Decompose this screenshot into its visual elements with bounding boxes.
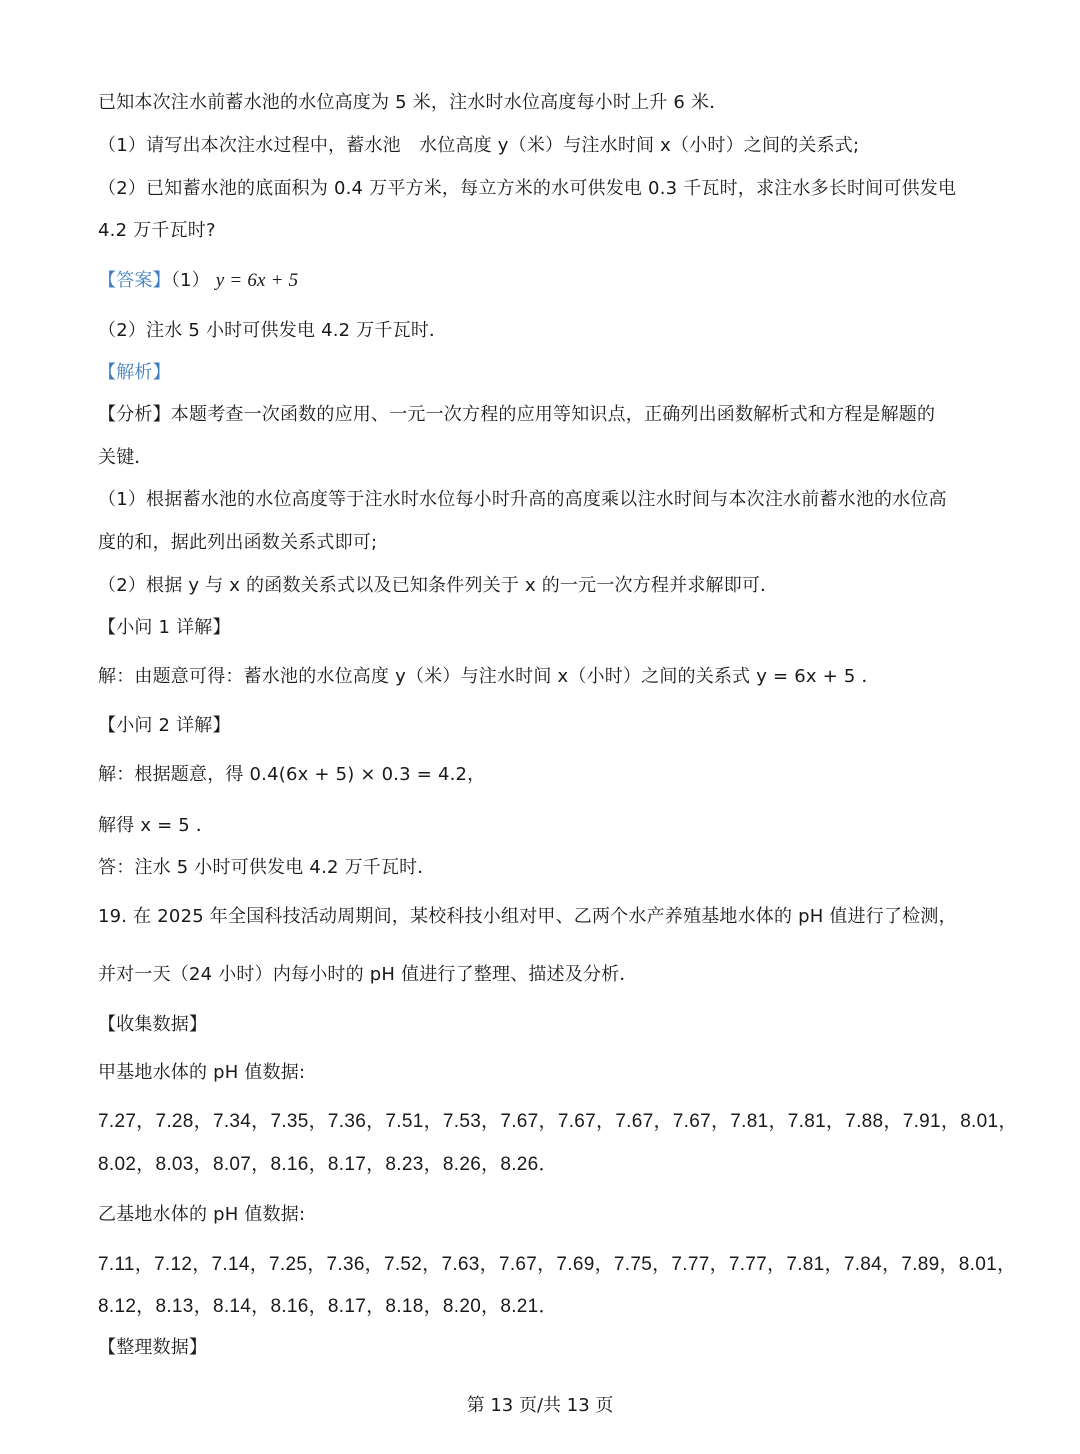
answer-line-1: [98, 269, 298, 293]
problem-statement: 已知本次注水前蓄水池的水位高度为 5 米，注水时水位高度每小时上升 6 米．: [98, 92, 728, 113]
collect-data-label: 【收集数据】: [98, 1014, 208, 1035]
analysis-line-2: 关键．: [98, 447, 153, 468]
problem-19-line-1: 19. 在 2025 年全国科技活动周期间，某校科技小组对甲、乙两个水产养殖基地水体的 pH 值进行了检测，: [98, 906, 957, 927]
answer-label: 【答案】: [98, 270, 171, 291]
yi-data-line-2: 8.12，8.13，8.14，8.16，8.17，8.18，8.20，8.21．: [98, 1296, 558, 1317]
detail-2-answer: 答：注水 5 小时可供发电 4.2 万千瓦时．: [98, 857, 436, 878]
page-number-footer: 第 13 页/共 13 页: [466, 1395, 614, 1416]
yi-data-label: 乙基地水体的 pH 值数据:: [98, 1204, 306, 1225]
analysis-part-1-line-1: （1）根据蓄水池的水位高度等于注水时水位每小时升高的高度乘以注水时间与本次注水前蓄水池的水位高: [98, 489, 947, 510]
detail-1-text: 解：由题意可得：蓄水池的水位高度 y（米）与注水时间 x（小时）之间的关系式 y = 6x + 5 ．: [98, 666, 880, 687]
yi-data-line-1: 7.11，7.12，7.14，7.25，7.36，7.52，7.63，7.67，7.69，7.75，7.77，7.77，7.81，7.84，7.89，8.01，: [98, 1254, 1017, 1275]
analysis-line-1: 【分析】本题考查一次函数的应用、一元一次方程的应用等知识点，正确列出函数解析式和方程是解题的: [98, 404, 936, 425]
jia-data-label: 甲基地水体的 pH 值数据:: [98, 1062, 306, 1083]
question-2-line-1: （2）已知蓄水池的底面积为 0.4 万平方米，每立方米的水可供发电 0.3 千瓦时，求注水多长时间可供发电: [98, 178, 957, 199]
answer-1-prefix: （1）: [170, 270, 210, 291]
problem-19-line-2: 并对一天（24 小时）内每小时的 pH 值进行了整理、描述及分析．: [98, 964, 638, 985]
organize-data-label: 【整理数据】: [98, 1337, 208, 1358]
detail-2-label: 【小问 2 详解】: [98, 715, 231, 736]
question-2-line-2: 4.2 万千瓦时?: [98, 220, 216, 241]
jia-data-line-2: 8.02，8.03，8.07，8.16，8.17，8.23，8.26，8.26．: [98, 1154, 558, 1175]
detail-2-solve: 解得 x = 5 ．: [98, 815, 215, 836]
question-1: （1）请写出本次注水过程中，蓄水池 水位高度 y（米）与注水时间 x（小时）之间的关系式;: [98, 135, 860, 156]
detail-2-equation: 解：根据题意，得 0.4(6x + 5) × 0.3 = 4.2，: [98, 764, 486, 785]
detail-1-label: 【小问 1 详解】: [98, 617, 231, 638]
answer-line-2: （2）注水 5 小时可供发电 4.2 万千瓦时．: [98, 320, 448, 341]
analysis-label: 【解析】: [98, 362, 171, 383]
analysis-part-2: （2）根据 y 与 x 的函数关系式以及已知条件列关于 x 的一元一次方程并求解即可．: [98, 575, 779, 596]
jia-data-line-1: 7.27，7.28，7.34，7.35，7.36，7.51，7.53，7.67，7.67，7.67，7.67，7.81，7.81，7.88，7.91，8.01，: [98, 1111, 1018, 1132]
analysis-part-1-line-2: 度的和，据此列出函数关系式即可;: [98, 532, 378, 553]
answer-1-formula: y = 6x + 5: [215, 270, 299, 291]
